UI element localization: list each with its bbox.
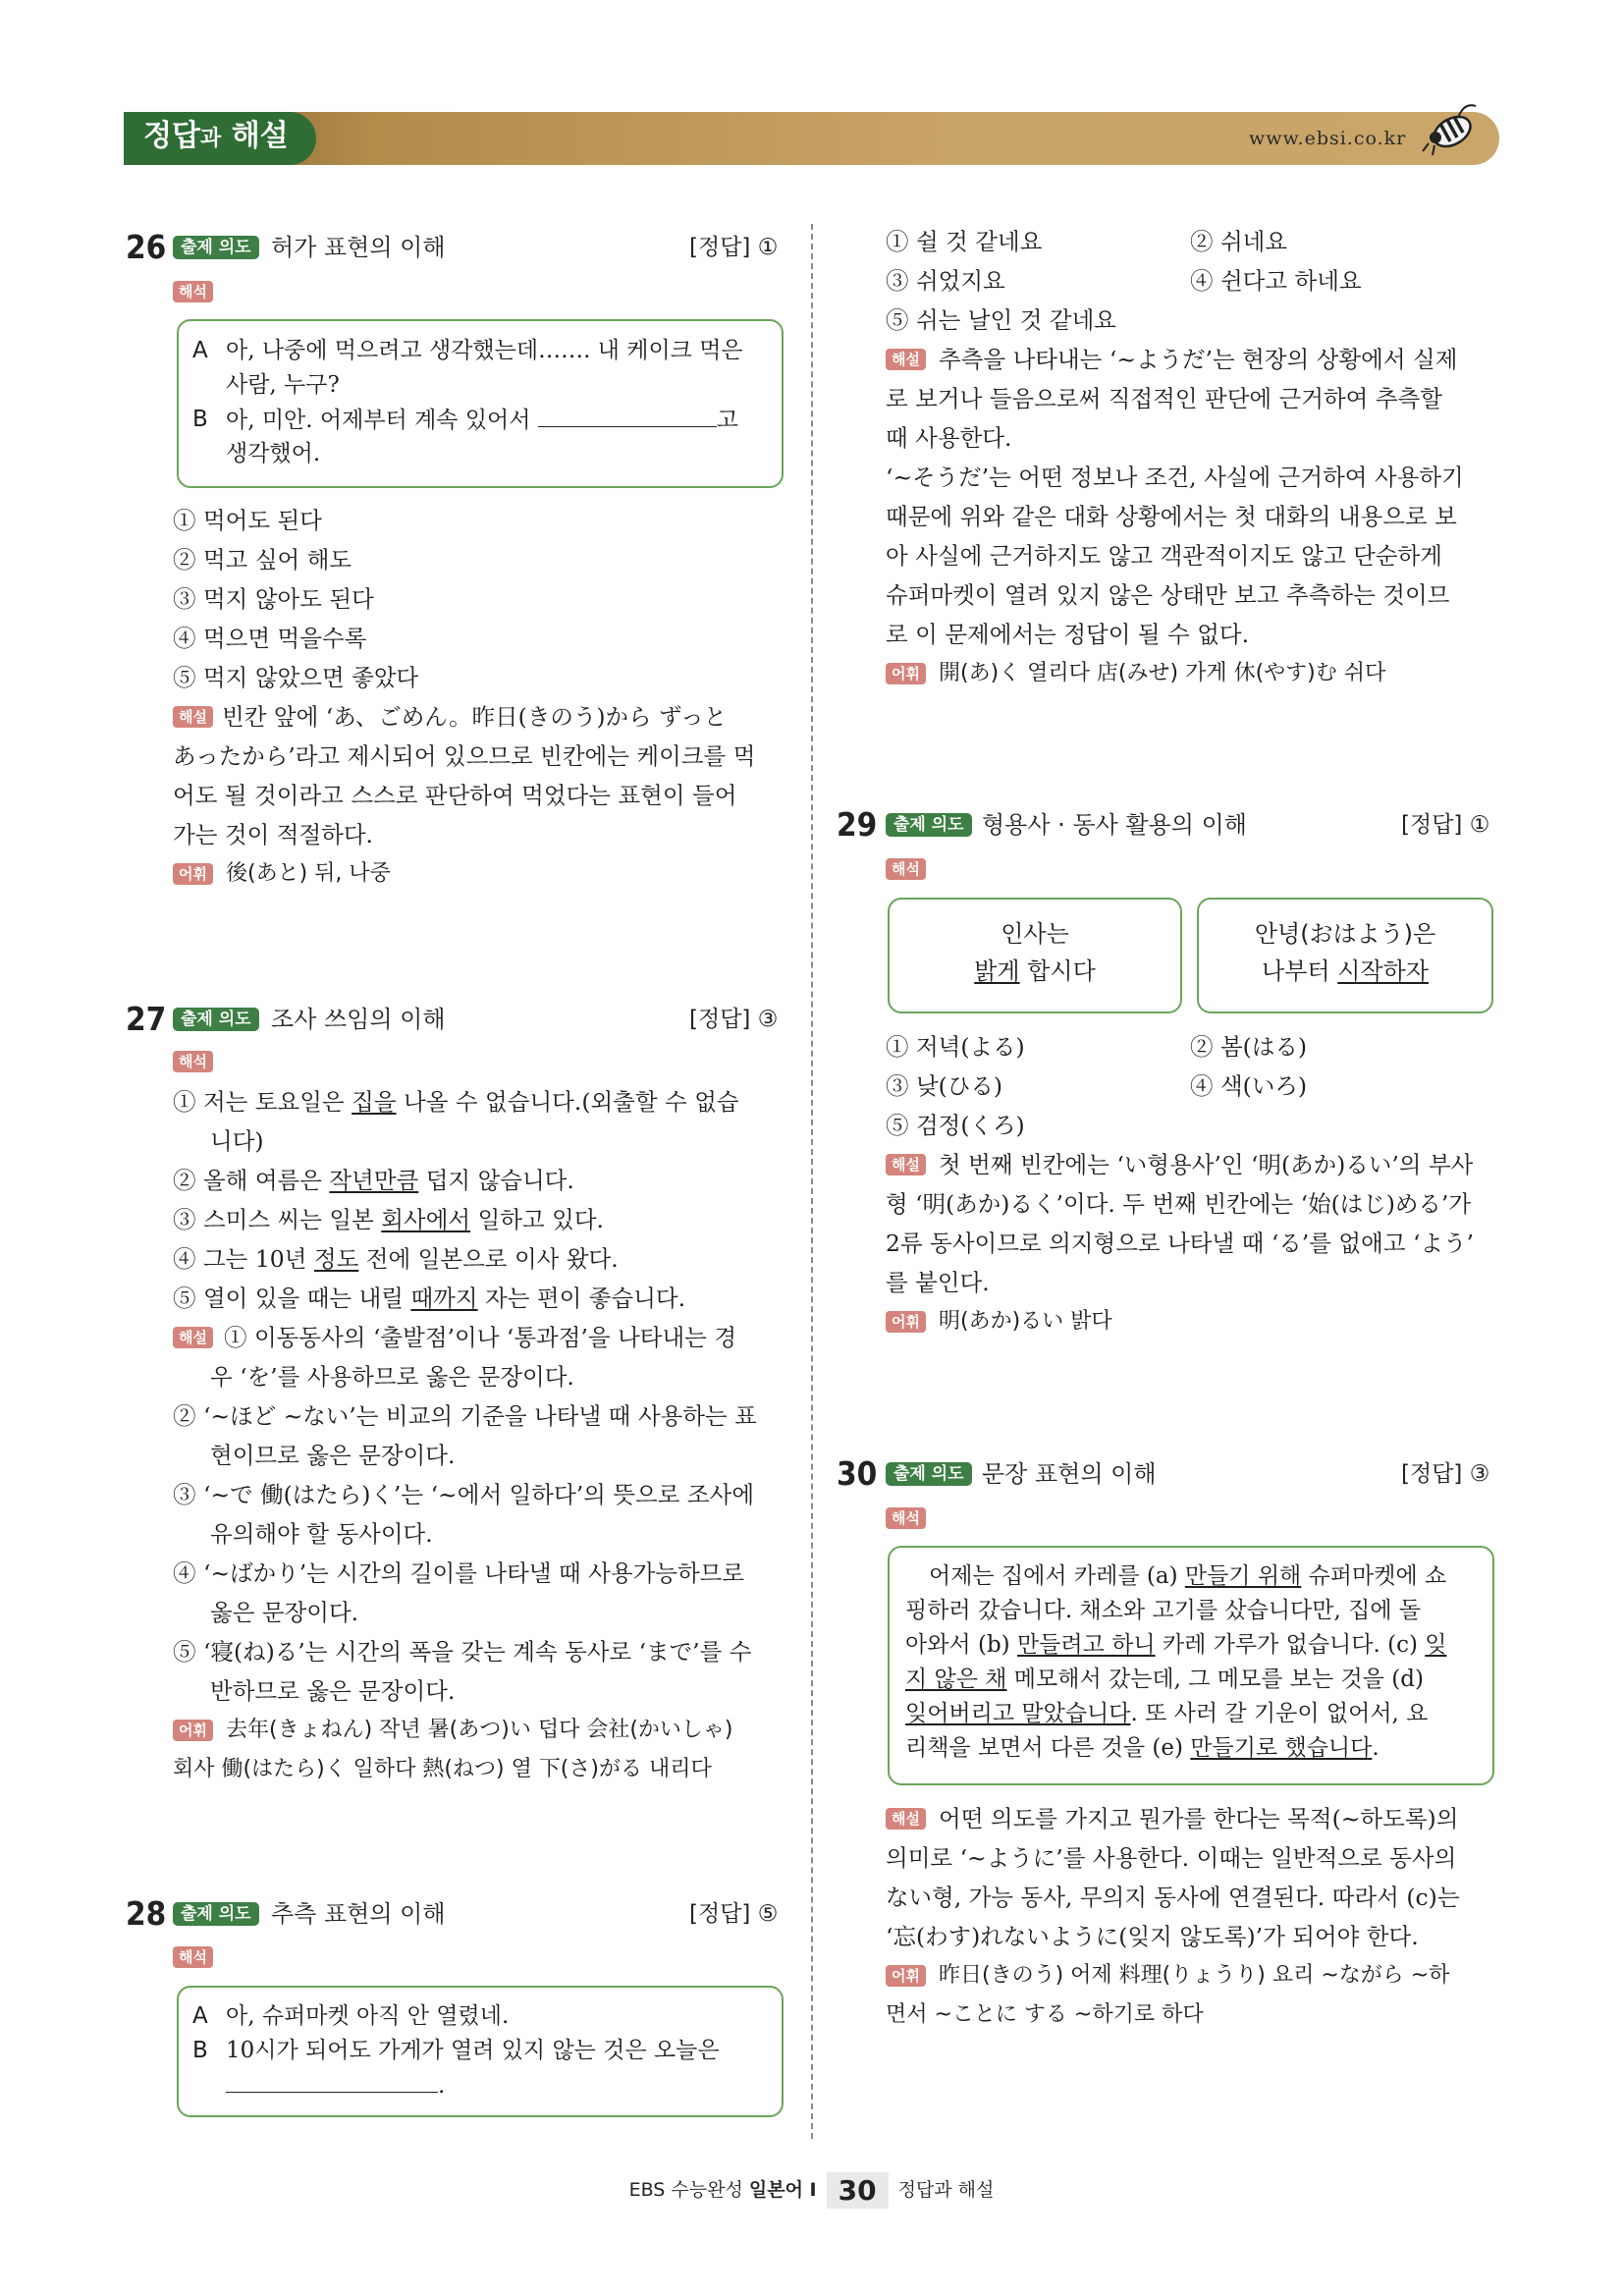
- commentary-line: ④ ‘~ばかり’는 시간의 길이를 나타낼 때 사용가능하므로: [173, 1559, 745, 1587]
- page-footer: [0, 2172, 1623, 2209]
- option: ④ 그는 10년 정도 전에 일본으로 이사 왔다.: [173, 1245, 619, 1273]
- option: ① 쉴 것 같네요: [886, 228, 1043, 255]
- bee-logo-icon: [1419, 96, 1480, 157]
- commentary-line: 어도 될 것이라고 스스로 판단하여 먹었다는 표현이 들어: [173, 782, 737, 809]
- footer-book: EBS 수능완성: [628, 2179, 749, 2201]
- commentary-line: 슈퍼마켓이 열려 있지 않은 상태만 보고 추측하는 것이므: [886, 581, 1450, 609]
- option: ③ 쉬었지요: [886, 267, 1005, 295]
- commentary-badge: 해설: [886, 1154, 926, 1175]
- commentary-line: ‘忘(わす)れないように(잊지 않도록)’가 되어야 한다.: [886, 1923, 1419, 1950]
- option: ④ 쉰다고 하네요: [1190, 267, 1362, 295]
- commentary-line: あったから’라고 제시되어 있으므로 빈칸에는 케이크를 먹: [173, 742, 756, 770]
- option-cont: 니다): [210, 1127, 264, 1155]
- commentary-badge: 해설: [173, 706, 213, 728]
- vocab-line: 開(あ)く 열리다 店(みせ) 가게 休(やす)む 쉬다: [939, 661, 1386, 685]
- option: ① 저녁(よる): [886, 1033, 1025, 1061]
- commentary-line: ② ‘~ほど ~ない’는 비교의 기준을 나타낼 때 사용하는 표: [173, 1402, 757, 1430]
- answer-blank: [226, 2068, 438, 2093]
- commentary-line: 우 ‘を’를 사용하므로 옳은 문장이다.: [210, 1363, 574, 1391]
- commentary-line: 로 이 문제에서는 정답이 될 수 없다.: [886, 621, 1250, 648]
- question-number: 26: [126, 228, 167, 266]
- commentary-line: 형 ‘明(あか)るく’이다. 두 번째 빈칸에는 ‘始(はじ)める’가: [886, 1190, 1472, 1218]
- vocab-badge: 어휘: [886, 1965, 926, 1987]
- header-url: www.ebsi.co.kr: [1249, 128, 1407, 149]
- question-title: 문장 표현의 이해: [982, 1460, 1157, 1488]
- question-number: 28: [126, 1894, 167, 1933]
- option: ④ 먹으면 먹을수록: [173, 625, 367, 652]
- explain-badge: 해석: [886, 858, 926, 880]
- answer-label: [정답] ①: [689, 235, 779, 260]
- footer-section: 정답과 해설: [897, 2179, 995, 2201]
- vocab-line: 後(あと) 뒤, 나중: [226, 861, 391, 886]
- dialogue-line: 사람, 누구?: [226, 372, 340, 398]
- dialogue-line: 아, 슈퍼마켓 아직 안 열렸네.: [226, 2003, 510, 2029]
- speaker-b: B: [192, 2038, 208, 2063]
- option: ③ 낮(ひる): [886, 1072, 1003, 1100]
- commentary-line: ⑤ ‘寝(ね)る’는 시간의 폭을 갖는 계속 동사로 ‘まで’를 수: [173, 1638, 752, 1666]
- commentary-line: ‘~そうだ’는 어떤 정보나 조건, 사실에 근거하여 사용하기: [886, 464, 1464, 491]
- option: ④ 색(いろ): [1190, 1072, 1308, 1100]
- commentary-line: 추측을 나타내는 ‘~ようだ’는 현장의 상황에서 실제: [939, 346, 1458, 373]
- option: ② 먹고 싶어 해도: [173, 546, 352, 574]
- dialogue-line: 아, 미안. 어제부터 계속 있어서 고: [226, 403, 738, 438]
- commentary-line: 로 보거나 들음으로써 직접적인 판단에 근거하여 추측할: [886, 385, 1442, 412]
- commentary-line: 빈칸 앞에 ‘あ、ごめん。昨日(きのう)から ずっと: [222, 703, 728, 731]
- option: ⑤ 검정(くろ): [886, 1112, 1025, 1139]
- commentary-line: 를 붙인다.: [886, 1269, 990, 1296]
- speaker-a: A: [192, 338, 208, 363]
- commentary-badge: 해설: [173, 1327, 213, 1348]
- vocab-badge: 어휘: [173, 863, 213, 885]
- passage-line: 어제는 집에서 카레를 (a) 만들기 위해 슈퍼마켓에 쇼: [929, 1563, 1447, 1589]
- option: ① 먹어도 된다: [173, 507, 322, 534]
- question-number: 29: [837, 805, 878, 844]
- commentary-line: ① 이동동사의 ‘출발점’이나 ‘통과점’을 나타내는 경: [224, 1324, 737, 1351]
- question-title: 추측 표현의 이해: [271, 1900, 446, 1928]
- intent-badge: 출제 의도: [173, 1008, 259, 1031]
- intent-badge: 출제 의도: [886, 813, 972, 837]
- option: ⑤ 열이 있을 때는 내릴 때까지 자는 편이 좋습니다.: [173, 1285, 686, 1312]
- dialogue-line: 10시가 되어도 가게가 열려 있지 않는 것은 오늘은: [226, 2038, 720, 2063]
- explain-badge: 해석: [886, 1507, 926, 1529]
- answer-label: [정답] ⑤: [689, 1901, 779, 1927]
- commentary-line: 가는 것이 적절하다.: [173, 821, 374, 848]
- intent-badge: 출제 의도: [173, 236, 259, 259]
- intent-badge: 출제 의도: [173, 1902, 259, 1926]
- question-title: 허가 표현의 이해: [271, 234, 446, 261]
- commentary-line: 옳은 문장이다.: [210, 1599, 359, 1626]
- vocab-badge: 어휘: [886, 663, 926, 684]
- intent-badge: 출제 의도: [886, 1462, 972, 1486]
- passage-line: 핑하러 갔습니다. 채소와 고기를 샀습니다만, 집에 돌: [905, 1598, 1422, 1623]
- dialogue-line: 아, 나중에 먹으려고 생각했는데……. 내 케이크 먹은: [226, 338, 743, 363]
- dialogue-line: 생각했어.: [226, 441, 321, 466]
- answer-blank: [538, 403, 717, 427]
- question-number: 30: [837, 1454, 878, 1493]
- speaker-b: B: [192, 407, 208, 432]
- commentary-line: 아 사실에 근거하지도 않고 객관적이지도 않고 단순하게: [886, 542, 1442, 570]
- commentary-line: 어떤 의도를 가지고 뭔가를 한다는 목적(~하도록)의: [939, 1805, 1459, 1832]
- commentary-line: 때 사용한다.: [886, 424, 1012, 452]
- answer-label: [정답] ③: [689, 1007, 779, 1032]
- vocab-line: 회사 働(はたら)く 일하다 熱(ねつ) 열 下(さ)がる 내리다: [173, 1757, 712, 1781]
- commentary-line: 반하므로 옳은 문장이다.: [210, 1677, 456, 1705]
- vocab-line: 면서 ~ことに する ~하기로 하다: [886, 2002, 1204, 2027]
- commentary-line: ③ ‘~で 働(はたら)く’는 ‘~에서 일하다’의 뜻으로 조사에: [173, 1481, 755, 1508]
- option: ③ 스미스 씨는 일본 회사에서 일하고 있다.: [173, 1206, 605, 1233]
- question-number: 27: [126, 1000, 167, 1038]
- answer-label: [정답] ③: [1401, 1461, 1490, 1487]
- option: ② 쉬네요: [1190, 228, 1288, 255]
- commentary-badge: 해설: [886, 349, 926, 370]
- question-title: 조사 쓰임의 이해: [271, 1006, 446, 1033]
- commentary-line: 첫 번째 빈칸에는 ‘い형용사’인 ‘明(あか)るい’의 부사: [939, 1151, 1474, 1178]
- commentary-line: 현이므로 옳은 문장이다.: [210, 1442, 456, 1469]
- answer-label: [정답] ①: [1401, 812, 1490, 838]
- vocab-badge: 어휘: [173, 1720, 213, 1741]
- vocab-line: 去年(きょねん) 작년 暑(あつ)い 덥다 会社(かいしゃ): [226, 1718, 733, 1742]
- option: ② 봄(はる): [1190, 1033, 1308, 1061]
- explain-badge: 해석: [173, 1946, 213, 1968]
- vocab-line: 昨日(きのう) 어제 料理(りょうり) 요리 ~ながら ~하: [939, 1963, 1450, 1988]
- passage-line: 지 않은 채 메모해서 갔는데, 그 메모를 보는 것을 (d): [905, 1667, 1424, 1692]
- option: ⑤ 쉬는 날인 것 같네요: [886, 306, 1116, 334]
- vocab-badge: 어휘: [886, 1311, 926, 1333]
- page-number: 30: [827, 2172, 889, 2209]
- passage-line: 잊어버리고 말았습니다. 또 사러 갈 기운이 없어서, 요: [905, 1701, 1429, 1726]
- sign-text: 안녕(おはよう)은 나부터 시작하자: [1254, 920, 1436, 985]
- vocab-line: 明(あか)るい 밝다: [939, 1309, 1112, 1334]
- header-title: 정답과 해설: [143, 119, 289, 153]
- commentary-line: 때문에 위와 같은 대화 상황에서는 첫 대화의 내용으로 보: [886, 503, 1457, 530]
- option: ⑤ 먹지 않았으면 좋았다: [173, 664, 419, 691]
- dialogue-line: .: [226, 2068, 445, 2104]
- option: ② 올해 여름은 작년만큼 덥지 않습니다.: [173, 1167, 574, 1194]
- footer-subject: 일본어 Ⅰ: [748, 2179, 817, 2201]
- passage-line: 리책을 보면서 다른 것을 (e) 만들기로 했습니다.: [905, 1735, 1380, 1761]
- commentary-line: 의미로 ‘~ように’를 사용한다. 이때는 일반적으로 동사의: [886, 1844, 1457, 1872]
- question-title: 형용사 · 동사 활용의 이해: [982, 811, 1247, 839]
- passage-line: 아와서 (b) 만들려고 하니 카레 가루가 없습니다. (c) 잊: [905, 1632, 1447, 1658]
- commentary-line: ない형, 가능 동사, 무의지 동사에 연결된다. 따라서 (c)는: [886, 1884, 1460, 1911]
- sign-text: 인사는 밝게 합시다: [974, 920, 1096, 985]
- commentary-line: 2류 동사이므로 의지형으로 나타낼 때 ‘る’를 없애고 ‘よう’: [886, 1230, 1474, 1257]
- explain-badge: 해석: [173, 281, 213, 302]
- commentary-badge: 해설: [886, 1808, 926, 1830]
- column-divider: [811, 224, 813, 2139]
- option: ① 저는 토요일은 집을 나올 수 없습니다.(외출할 수 없습: [173, 1088, 739, 1116]
- explain-badge: 해석: [173, 1051, 213, 1072]
- option: ③ 먹지 않아도 된다: [173, 585, 374, 613]
- speaker-a: A: [192, 2003, 208, 2029]
- commentary-line: 유의해야 할 동사이다.: [210, 1520, 433, 1548]
